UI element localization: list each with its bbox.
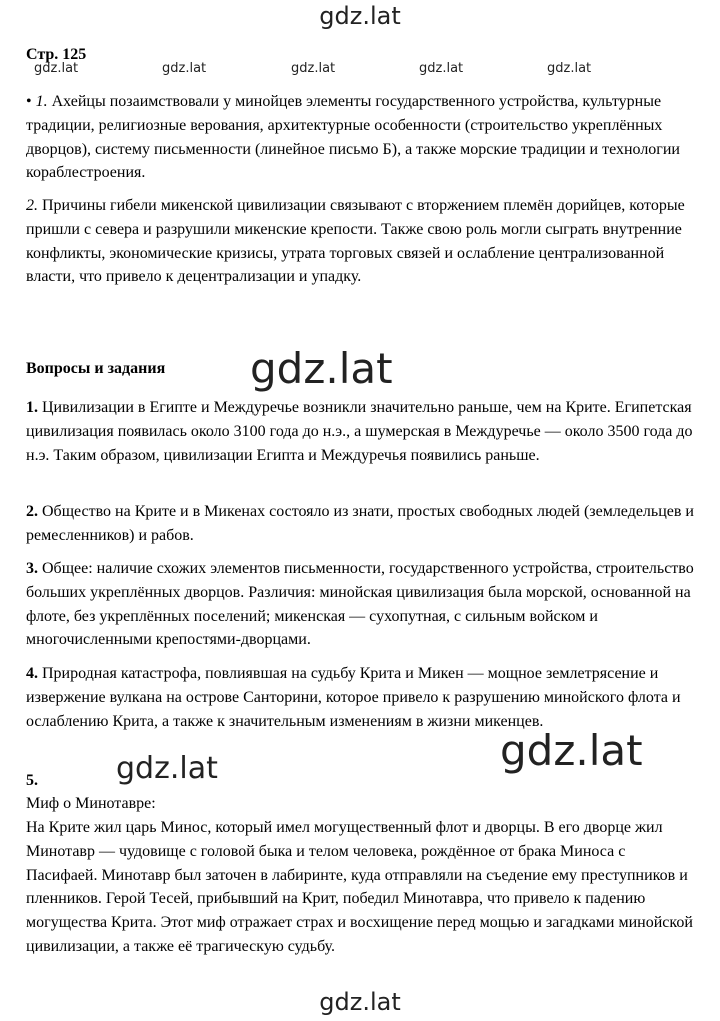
watermark-row-5: gdz.lat (547, 61, 592, 76)
question-5-text: На Крите жил царь Минос, который имел могущественный флот и дворцы. В его дворце жил Минотавр — чудовище с головой быка и телом человека, рождённое от брака Миноса с Пасифаей. Минотавр был заточен в лабиринте, куда отправляли на съедение ему преступников и пленников. Герой Тесей, прибывший на Крит, победил Минотавра, что привело к падению могущества Крита. Этот миф отражает страх и восхищение перед мощью и загадками минойской цивилизации, а также её трагическую судьбу. (26, 819, 693, 955)
answer-number-2: 2. (26, 197, 38, 214)
question-2 (26, 500, 696, 548)
question-text-2: Общество на Крите и в Микенах состояло из знати, простых свободных людей (земледельцев и ремесленников) и рабов. (26, 503, 694, 544)
section-title: Вопросы и задания (26, 360, 166, 377)
question-3 (26, 557, 696, 652)
question-number-3: 3. (26, 560, 38, 577)
watermark-big-right: gdz.lat (500, 726, 643, 775)
page-label: Стр. 125 (26, 46, 87, 63)
question-number-4: 4. (26, 665, 38, 682)
answer-text-1: Ахейцы позаимствовали у минойцев элементы государственного устройства, культурные традиции, религиозные верования, архитектурные особенности (строительство укреплённых дворцов), систему письменности (линейное письмо Б), а также морские традиции и технологии кораблестроения. (26, 93, 680, 182)
question-text-3: Общее: наличие схожих элементов письменности, государственного устройства, строительство больших укреплённых дворцов. Различия: минойская цивилизация была морской, основанной на флоте, без укреплённых поселений; микенская — сухопутная, с сильным войском и многочисленными крепостями-дворцами. (26, 560, 694, 649)
watermark-bottom: gdz.lat (319, 988, 401, 1016)
watermark-top: gdz.lat (319, 2, 401, 30)
answer-number-1: 1. (35, 93, 48, 110)
question-text-1: Цивилизации в Египте и Междуречье возникли значительно раньше, чем на Крите. Египетская цивилизация появилась около 3100 года до н.э., а шумерская в Междуречье — около 3500 года до н.э. Таким образом, цивилизации Египта и Междуречья появились раньше. (26, 399, 693, 464)
question-number-5: 5. (26, 772, 38, 789)
answer-paragraph-1 (26, 90, 696, 185)
question-text-4: Природная катастрофа, повлиявшая на судьбу Крита и Микен — мощное землетрясение и извержение вулкана на острове Санторини, которое привело к разрушению минойского флота и ослаблению Крита, а также к значительным изменениям в жизни микенцев. (26, 665, 681, 730)
watermark-row-3: gdz.lat (291, 61, 336, 76)
question-number-2: 2. (26, 503, 38, 520)
answer-text-2: Причины гибели микенской цивилизации связывают с вторжением племён дорийцев, которые пришли с севера и разрушили микенские крепости. Также свою роль могли сыграть внутренние конфликты, экономические кризисы, утрата торговых связей и ослабление централизованной власти, что привело к децентрализации и упадку. (26, 197, 685, 286)
question-number-1: 1. (26, 399, 38, 416)
question-4 (26, 662, 696, 733)
bullet: • (26, 93, 32, 110)
watermark-row-2: gdz.lat (162, 61, 207, 76)
answer-paragraph-2 (26, 194, 696, 289)
watermark-big-center: gdz.lat (250, 344, 393, 393)
watermark-mid-left: gdz.lat (116, 751, 218, 786)
watermark-row-4: gdz.lat (419, 61, 464, 76)
question-5-subtitle: Миф о Минотавре: (26, 795, 156, 812)
watermark-row-1: gdz.lat (34, 61, 79, 76)
question-1 (26, 396, 696, 467)
